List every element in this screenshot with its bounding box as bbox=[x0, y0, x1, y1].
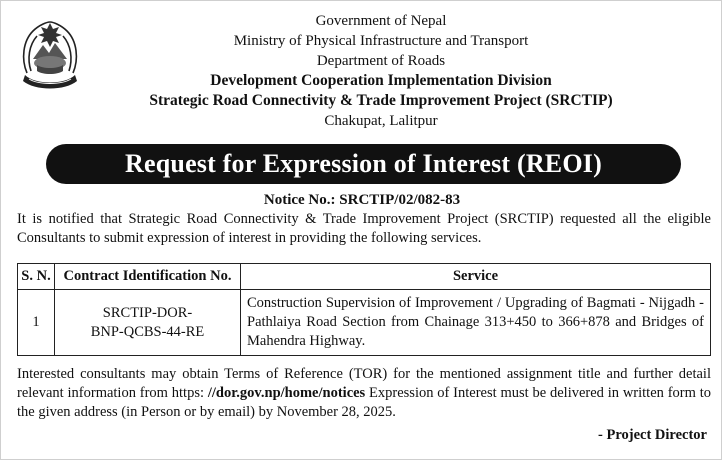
services-table bbox=[17, 263, 711, 356]
ministry-line: Ministry of Physical Infrastructure and Transport bbox=[233, 33, 529, 49]
division-line: Development Cooperation Implementation Division bbox=[210, 72, 552, 89]
address-line: Chakupat, Lalitpur bbox=[324, 113, 438, 129]
cell-contract-id bbox=[55, 290, 241, 356]
cell-service: Construction Supervision of Improvement / Upgrading of Bagmati - Nijgadh - Pathlaiya Road Section from Chainage 313+450 to 366+878 and Bridges of Mahendra Highway. bbox=[241, 290, 711, 356]
tor-link[interactable]: //dor.gov.np/home/notices bbox=[207, 385, 366, 401]
intro-paragraph: It is notified that Strategic Road Connectivity & Trade Improvement Project (SRCTIP) requested all the eligible Consultants to submit expression of interest in providing the following services. bbox=[17, 211, 711, 246]
table-row bbox=[18, 290, 711, 356]
government-line: Government of Nepal bbox=[315, 13, 447, 29]
notice-number: Notice No.: SRCTIP/02/082-83 bbox=[263, 192, 461, 208]
project-line: Strategic Road Connectivity & Trade Improvement Project (SRCTIP) bbox=[149, 92, 613, 109]
reoi-title-banner: Request for Expression of Interest (REOI) bbox=[46, 144, 681, 184]
column-header-service: Service bbox=[241, 264, 711, 290]
outro-text-1: Interested consultants may obtain Terms of Reference (TOR) for the mentioned assignment title and further detail relevant information from https: bbox=[17, 366, 711, 401]
outro-text-2: Expression of Interest must be delivered in written form to the given address (in Person or by email) by November 28, 2025. bbox=[17, 385, 711, 420]
table-header-row bbox=[18, 264, 711, 290]
signoff: - Project Director bbox=[598, 427, 707, 443]
contract-id-line1: SRCTIP-DOR- bbox=[102, 304, 193, 321]
nepal-emblem-icon bbox=[19, 15, 81, 95]
department-line: Department of Roads bbox=[316, 53, 446, 69]
outro-paragraph bbox=[17, 365, 711, 422]
column-header-sn: S. N. bbox=[18, 264, 55, 290]
contract-id-line2: BNP-QCBS-44-RE bbox=[90, 323, 205, 340]
column-header-contract: Contract Identification No. bbox=[55, 264, 241, 290]
cell-sn: 1 bbox=[18, 290, 55, 356]
header-block bbox=[101, 11, 661, 131]
